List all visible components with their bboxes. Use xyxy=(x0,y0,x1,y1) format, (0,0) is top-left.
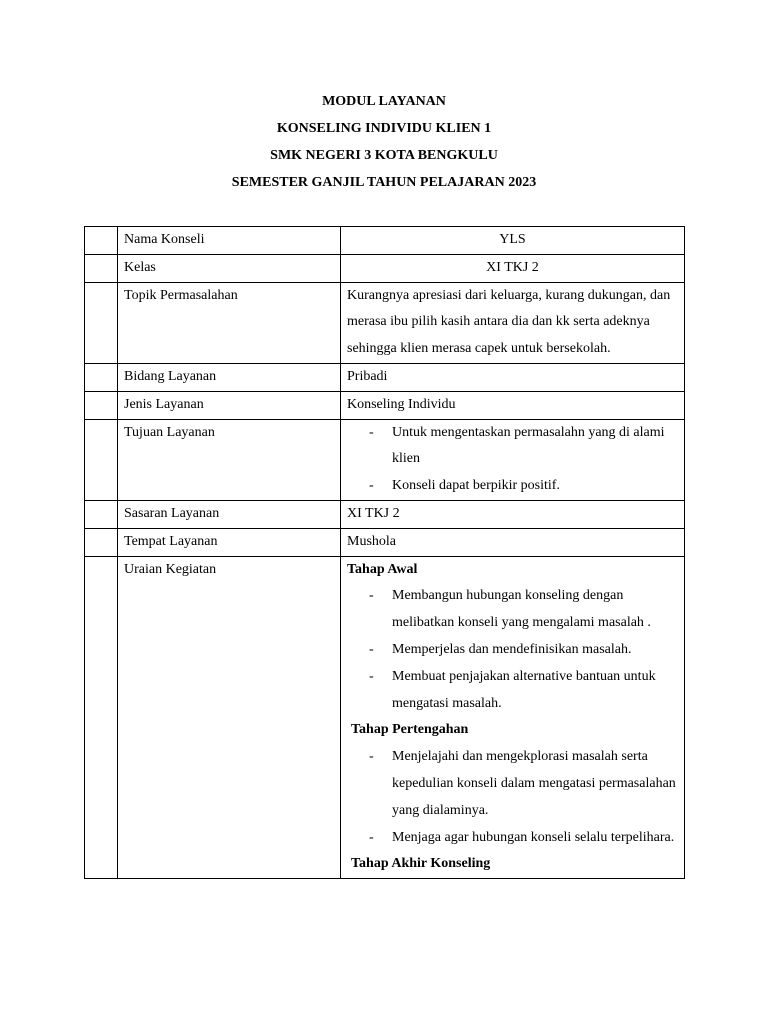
modul-table xyxy=(84,226,685,879)
row-label: Jenis Layanan xyxy=(118,391,341,419)
list-item xyxy=(347,420,678,474)
row-label: Nama Konseli xyxy=(118,227,341,255)
row-value: Kurangnya apresiasi dari keluarga, kurang dukungan, dan merasa ibu pilih kasih antara dia dan kk serta adeknya sehingga klien merasa capek untuk bersekolah. xyxy=(341,282,685,363)
list-item xyxy=(347,664,678,718)
row-number-cell xyxy=(85,282,118,363)
row-number-cell xyxy=(85,363,118,391)
row-label: Tujuan Layanan xyxy=(118,419,341,500)
row-number-cell xyxy=(85,254,118,282)
stage-title-awal: Tahap Awal xyxy=(347,561,418,577)
row-value: Mushola xyxy=(341,528,685,556)
dash-bullet: - xyxy=(369,641,374,657)
tahap-awal-list xyxy=(347,583,678,717)
title-line-1: MODUL LAYANAN xyxy=(322,94,446,109)
dash-bullet: - xyxy=(369,749,374,765)
table-row xyxy=(85,556,685,879)
row-label: Kelas xyxy=(118,254,341,282)
dash-bullet: - xyxy=(369,588,374,604)
table-row xyxy=(85,282,685,363)
row-value: Pribadi xyxy=(341,363,685,391)
list-item xyxy=(347,473,678,500)
list-item-text: Menjelajahi dan mengekplorasi masalah serta kepedulian konseli dalam mengatasi permasalahan yang dialaminya. xyxy=(392,749,676,818)
list-item-text: Untuk mengentaskan permasalahn yang di alami klien xyxy=(392,424,665,467)
row-label: Sasaran Layanan xyxy=(118,500,341,528)
stage-title-pertengahan: Tahap Pertengahan xyxy=(351,722,469,738)
table-row xyxy=(85,363,685,391)
list-item xyxy=(347,825,678,852)
list-item xyxy=(347,583,678,637)
row-number-cell xyxy=(85,419,118,500)
table-row xyxy=(85,419,685,500)
row-value: Konseling Individu xyxy=(341,391,685,419)
row-value: XI TKJ 2 xyxy=(341,500,685,528)
tahap-pertengahan-list xyxy=(347,744,678,851)
row-value: XI TKJ 2 xyxy=(341,254,685,282)
table-row xyxy=(85,500,685,528)
dash-bullet: - xyxy=(369,424,374,440)
table-row xyxy=(85,528,685,556)
list-item xyxy=(347,744,678,824)
title-line-4: SEMESTER GANJIL TAHUN PELAJARAN 2023 xyxy=(231,175,537,190)
list-item-text: Menjaga agar hubungan konseli selalu terpelihara. xyxy=(392,829,675,845)
row-number-cell xyxy=(85,227,118,255)
tujuan-list xyxy=(347,420,678,500)
table-row xyxy=(85,254,685,282)
dash-bullet: - xyxy=(369,829,374,845)
title-line-2: KONSELING INDIVIDU KLIEN 1 xyxy=(276,121,492,136)
dash-bullet: - xyxy=(369,478,374,494)
list-item-text: Membuat penjajakan alternative bantuan untuk mengatasi masalah. xyxy=(392,668,656,711)
row-number-cell xyxy=(85,556,118,879)
list-item-text: Memperjelas dan mendefinisikan masalah. xyxy=(392,641,632,657)
row-label: Bidang Layanan xyxy=(118,363,341,391)
list-item-text: Membangun hubungan konseling dengan melibatkan konseli yang mengalami masalah . xyxy=(392,588,651,631)
row-label: Topik Permasalahan xyxy=(118,282,341,363)
row-number-cell xyxy=(85,500,118,528)
table-row xyxy=(85,227,685,255)
row-label: Tempat Layanan xyxy=(118,528,341,556)
row-value: YLS xyxy=(341,227,685,255)
dash-bullet: - xyxy=(369,668,374,684)
stage-title-akhir: Tahap Akhir Konseling xyxy=(351,856,491,872)
row-number-cell xyxy=(85,528,118,556)
table-row xyxy=(85,391,685,419)
title-line-3: SMK NEGERI 3 KOTA BENGKULU xyxy=(270,148,498,163)
list-item-text: Konseli dapat berpikir positif. xyxy=(392,478,560,494)
row-number-cell xyxy=(85,391,118,419)
row-label: Uraian Kegiatan xyxy=(118,556,341,879)
row-value xyxy=(341,556,685,879)
row-value xyxy=(341,419,685,500)
list-item xyxy=(347,637,678,664)
